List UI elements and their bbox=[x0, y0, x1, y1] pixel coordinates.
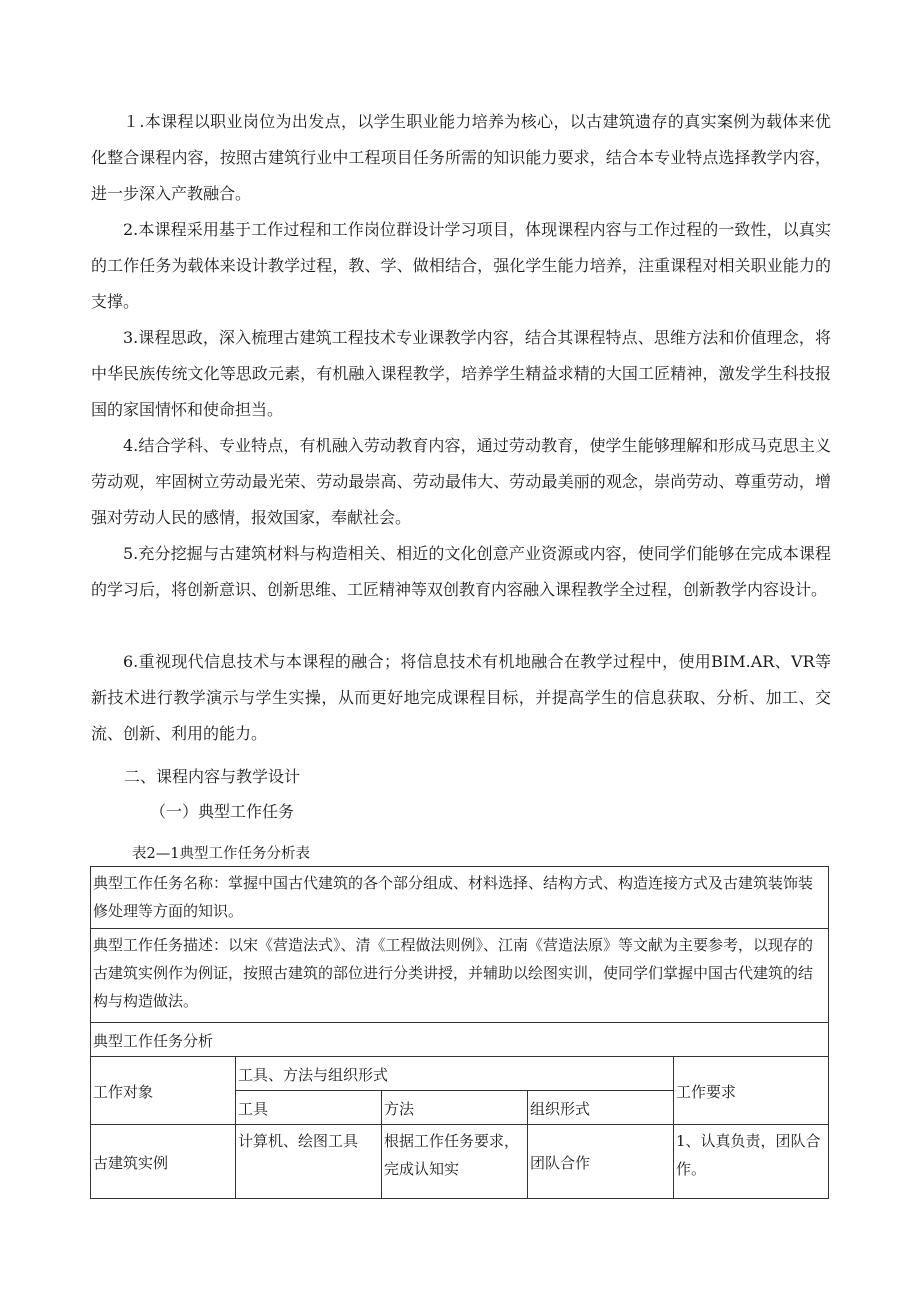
paragraph-1: １.本课程以职业岗位为出发点，以学生职业能力培养为核心，以古建筑遗存的真实案例为载体来优化整合课程内容，按照古建筑行业中工程项目任务所需的知识能力要求，结合本专业特点选择教学内容，进一步深入产教融合。 bbox=[91, 112, 831, 203]
subsection-heading: （一）典型工作任务 bbox=[150, 802, 295, 821]
header-requirement: 工作要求 bbox=[674, 1057, 829, 1125]
row-tools-cell bbox=[236, 1125, 382, 1199]
row-method: 根据工作任务要求，完成认知实 bbox=[384, 1132, 520, 1178]
section-heading: 二、课程内容与教学设计 bbox=[124, 767, 301, 786]
row-organization: 团队合作 bbox=[528, 1125, 674, 1199]
task-description-cell: 典型工作任务描述：以宋《营造法式》、清《工程做法则例》、江南《营造法原》等文献为主要参考，以现存的古建筑实例作为例证，按照古建筑的部位进行分类讲授，并辅助以绘图实训，使同学们掌握中国古代建筑的结构与构造做法。 bbox=[91, 929, 829, 1023]
task-analysis-label: 典型工作任务分析 bbox=[91, 1023, 829, 1057]
table-caption: 表2—1典型工作任务分析表 bbox=[132, 846, 310, 862]
header-tools: 工具 bbox=[236, 1091, 382, 1125]
task-analysis-table bbox=[90, 866, 829, 1199]
row-requirement: 1、认真负责，团队合作。 bbox=[676, 1132, 821, 1178]
header-tools-group: 工具、方法与组织形式 bbox=[236, 1057, 674, 1091]
paragraph-5: 5.充分挖掘与古建筑材料与构造相关、相近的文化创意产业资源或内容，使同学们能够在完成本课程的学习后，将创新意识、创新思维、工匠精神等双创教育内容融入课程教学全过程，创新教学内容设计。 bbox=[91, 544, 831, 599]
header-work-object: 工作对象 bbox=[91, 1057, 236, 1125]
header-organization: 组织形式 bbox=[528, 1091, 674, 1125]
row-work-object: 古建筑实例 bbox=[91, 1125, 236, 1199]
row-method-cell bbox=[382, 1125, 528, 1199]
row-requirement-cell bbox=[674, 1125, 829, 1199]
paragraph-3: 3.课程思政，深入梳理古建筑工程技术专业课教学内容，结合其课程特点、思维方法和价值理念，将中华民族传统文化等思政元素，有机融入课程教学，培养学生精益求精的大国工匠精神，激发学生科技报国的家国情怀和使命担当。 bbox=[91, 328, 831, 419]
paragraph-6: 6.重视现代信息技术与本课程的融合；将信息技术有机地融合在教学过程中，使用BIM.AR、VR等新技术进行教学演示与学生实操，从而更好地完成课程目标，并提高学生的信息获取、分析、加工、交流、创新、利用的能力。 bbox=[91, 652, 831, 743]
header-method: 方法 bbox=[382, 1091, 528, 1125]
task-name-cell: 典型工作任务名称：掌握中国古代建筑的各个部分组成、材料选择、结构方式、构造连接方式及古建筑装饰装修处理等方面的知识。 bbox=[91, 867, 829, 929]
row-tools: 计算机、绘图工具 bbox=[238, 1132, 359, 1150]
paragraph-4: 4.结合学科、专业特点，有机融入劳动教育内容，通过劳动教育，使学生能够理解和形成马克思主义劳动观，牢固树立劳动最光荣、劳动最崇高、劳动最伟大、劳动最美丽的观念，崇尚劳动、尊重劳动，增强对劳动人民的感情，报效国家，奉献社会。 bbox=[91, 436, 831, 527]
paragraph-2: 2.本课程采用基于工作过程和工作岗位群设计学习项目，体现课程内容与工作过程的一致性，以真实的工作任务为载体来设计教学过程，教、学、做相结合，强化学生能力培养，注重课程对相关职业能力的支撑。 bbox=[91, 220, 831, 311]
